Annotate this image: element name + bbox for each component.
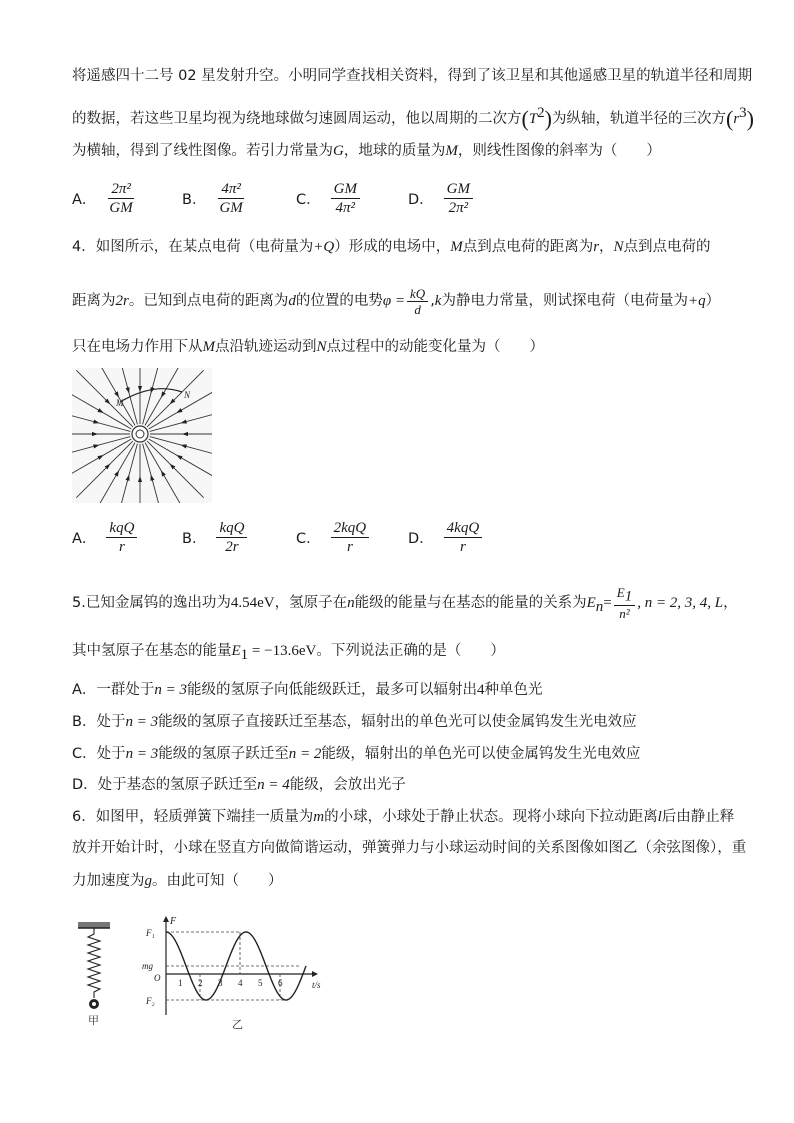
fig-label-n: N — [184, 390, 191, 400]
q4-option-d[interactable]: D． $\frac{\text{4kqQ}}{r}$ — [408, 515, 484, 559]
q5-choice-d[interactable]: D．处于基态的氢原子跃迁至n = 4能级，会放出光子 — [72, 777, 406, 793]
q3-option-c[interactable]: C． $\frac{GM}{\text{4π²}}$ — [296, 176, 362, 220]
fig-jia-label: 甲 — [88, 1015, 99, 1027]
q4-option-a[interactable]: A． $\frac{\text{kqQ}}{r}$ — [72, 515, 139, 559]
q5-choice-a[interactable]: A．一群处于n = 3能级的氢原子向低能级跃迁，最多可以辐射出4种单色光 — [72, 682, 543, 698]
q6-line-2: 放并开始计时，小球在竖直方向做简谐运动，弹簧弹力与小球运动时间的关系图像如图乙（余弦图像），重 — [72, 840, 747, 856]
ceiling-support — [78, 922, 110, 928]
tick-label-6: 6 — [278, 978, 283, 988]
ball-highlight — [92, 1002, 96, 1006]
q3-line-3: 为横轴，得到了线性图像。若引力常量为G，地球的质量为M，则线性图像的斜率为（ ） — [72, 143, 661, 159]
tick-label-5: 5 — [258, 978, 263, 988]
tick-label-3: 3 — [218, 978, 223, 988]
mg-label: mg — [142, 961, 153, 971]
f1-label: F₁ — [146, 928, 155, 938]
force-time-graph — [140, 912, 330, 1042]
y-axis-arrow — [163, 916, 169, 922]
q3-line-2: 的数据，若这些卫星均视为绕地球做匀速圆周运动，他以周期的二次方$(T^2)$为纵轴，轨道半径的三次方$(r^3)$ — [72, 105, 754, 131]
q4-options — [72, 515, 722, 559]
y-axis-label: F — [170, 916, 177, 927]
electric-field-figure — [72, 368, 212, 503]
q3-line-1: 将遥感四十二号 02 星发射升空。小明同学查找相关资料，得到了该卫星和其他遥感卫星的轨道半径和周期 — [72, 68, 753, 84]
q5-line-1: 5.已知金属钨的逸出功为4.54eV，氢原子在n能级的能量与在基态的能量的关系为$E_n=$ $\frac{E_1}{\text{n²}}$ , n = 2, 3, 4, L， — [72, 585, 738, 621]
q5-choice-c[interactable]: C．处于n = 3能级的氢原子跃迁至n = 2能级，辐射出的单色光可以使金属钨发生光电效应 — [72, 746, 641, 762]
q4-line-2: 距离为2r。已知到点电荷的距离为d的位置的电势φ = $\frac{kQ}{d}$ ,k为静电力常量，则试探电荷（电荷量为+q） — [72, 285, 721, 317]
tick-label-1: 1 — [178, 978, 183, 988]
spring-icon — [88, 928, 100, 998]
q6-line-3: 力加速度为g。由此可知（ ） — [72, 873, 283, 889]
tick-label-2: 2 — [198, 978, 203, 988]
q4-option-b[interactable]: B． $\frac{\text{kqQ}}{2r}$ — [182, 515, 249, 559]
q5-line-2: 其中氢原子在基态的能量$E_1 = -13.6eV$。下列说法正确的是（ ） — [72, 643, 505, 663]
q4-option-c[interactable]: C． $\frac{\text{2kqQ}}{r}$ — [296, 515, 371, 559]
q3-option-a[interactable]: A． $\frac{\text{2π²}}{GM}$ — [72, 180, 133, 216]
point-charge-icon — [132, 426, 148, 442]
origin-label: O — [154, 973, 161, 983]
fig-label-m: M — [116, 398, 124, 408]
fig-yi-label: 乙 — [232, 1019, 243, 1031]
tick-label-4: 4 — [238, 978, 243, 988]
x-axis-arrow — [312, 971, 318, 977]
q6-line-1: 6．如图甲，轻质弹簧下端挂一质量为m的小球，小球处于静止状态。现将小球向下拉动距离l后由静止释 — [72, 809, 735, 825]
f2-label: F₂ — [146, 996, 155, 1006]
spring-figure — [76, 918, 116, 1028]
q3-options — [72, 176, 722, 220]
q3-option-d[interactable]: D． $\frac{GM}{\text{2π²}}$ — [408, 176, 475, 220]
q4-line-1: 4．如图所示，在某点电荷（电荷量为+Q）形成的电场中，M点到点电荷的距离为r，N点到点电荷的 — [72, 239, 711, 255]
x-axis-label: t/s — [312, 980, 321, 990]
q4-line-3: 只在电场力作用下从M点沿轨迹运动到N点过程中的动能变化量为（ ） — [72, 339, 545, 355]
q5-choice-b[interactable]: B．处于n = 3能级的氢原子直接跃迁至基态，辐射出的单色光可以使金属钨发生光电效应 — [72, 714, 637, 730]
q3-option-b[interactable]: B． $\frac{\text{4π²}}{GM}$ — [182, 180, 243, 216]
